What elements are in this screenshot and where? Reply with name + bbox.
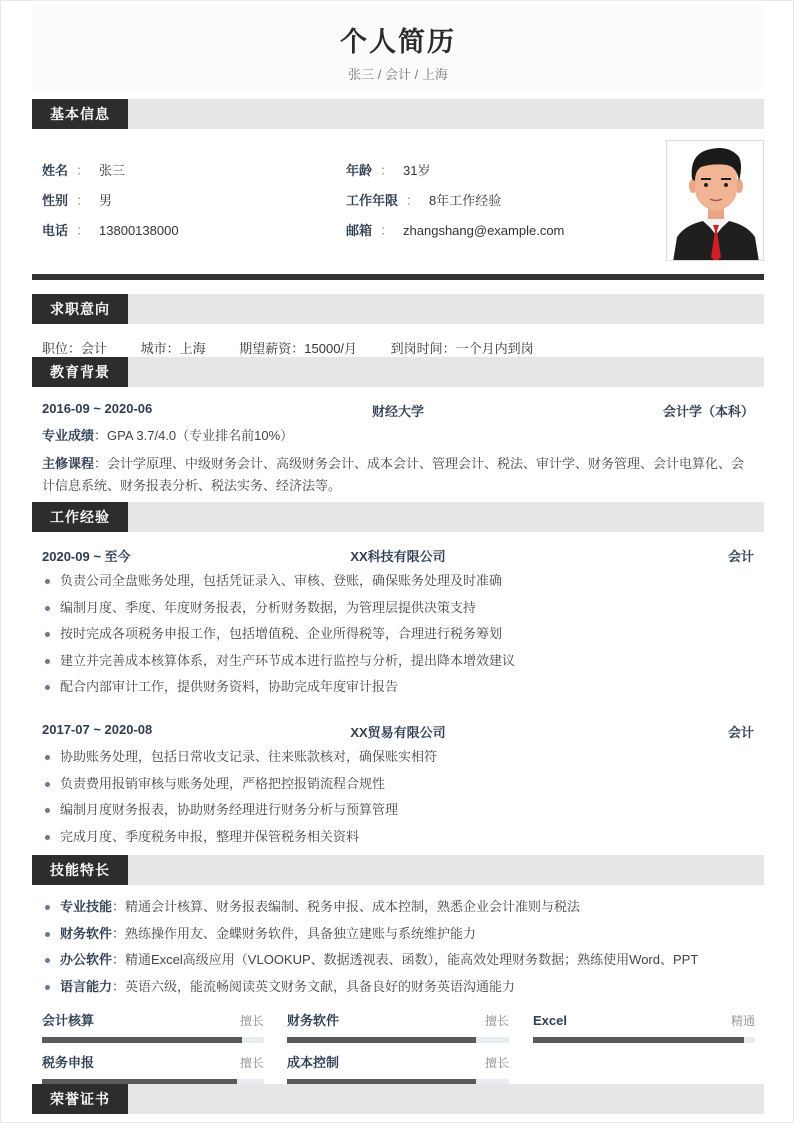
skill-label: 专业技能 <box>60 899 113 914</box>
courses-label: 主修课程 <box>42 456 95 471</box>
list-item <box>42 979 754 1006</box>
skill-label: 语言能力 <box>60 978 113 994</box>
skill-name: 税务申报 <box>42 1055 95 1070</box>
list-item: 协助账务处理，包括日常收支记录、往来账款核对，确保账实相符 <box>42 749 754 776</box>
section-job-intent <box>32 294 764 324</box>
info-colon: ： <box>406 193 420 208</box>
progress-fill <box>287 1037 476 1043</box>
progress-fill <box>533 1037 744 1043</box>
info-value: 13800138000 <box>99 223 179 238</box>
info-key: 电话 <box>42 223 69 238</box>
section-basic-info <box>32 99 764 129</box>
section-skills <box>32 855 764 885</box>
skill-name: 财务软件 <box>287 1013 340 1028</box>
info-value: 8年工作经验 <box>429 193 502 208</box>
education-header <box>42 401 754 420</box>
section-title: 基本信息 <box>32 99 128 129</box>
section-work-experience <box>32 502 764 532</box>
skill-bar-cost-control <box>287 1055 509 1085</box>
section-title: 教育背景 <box>32 357 128 387</box>
job-duties-list <box>42 749 754 855</box>
skill-text: ：精通会计核算、财务报表编制、税务申报、成本控制，熟悉企业会计准则与税法 <box>112 899 581 914</box>
list-item <box>42 952 754 979</box>
skill-label: 财务软件 <box>60 925 113 941</box>
progress-track <box>533 1037 755 1043</box>
education-school: 财经大学 <box>371 404 424 419</box>
section-title: 技能特长 <box>32 855 128 885</box>
info-colon: ： <box>380 223 394 238</box>
resume-header <box>32 4 764 89</box>
skills-list <box>42 899 754 1005</box>
skill-bar-tax-filing <box>42 1055 264 1085</box>
info-phone <box>42 223 179 239</box>
gpa-label: 专业成绩 <box>42 428 95 443</box>
progress-fill <box>42 1037 242 1043</box>
skill-name: 成本控制 <box>287 1055 340 1070</box>
job-period: 2020-09 ~ 至今 <box>42 549 131 564</box>
job-header <box>42 722 754 741</box>
info-key: 性别 <box>42 193 69 208</box>
info-colon: ： <box>76 163 90 178</box>
job-duties-list <box>42 573 754 706</box>
section-honors <box>32 1084 764 1114</box>
gpa-value: ：GPA 3.7/4.0（专业排名前10%） <box>94 428 294 443</box>
list-item <box>42 926 754 953</box>
job-role: 会计 <box>727 725 754 740</box>
info-colon: ： <box>76 193 90 208</box>
education-period: 2016-09 ~ 2020-06 <box>42 401 153 416</box>
skill-text: ：精通Excel高级应用（VLOOKUP、数据透视表、函数），能高效处理财务数据；熟练使用Word、PPT <box>112 952 699 967</box>
skill-level: 擅长 <box>484 1014 509 1028</box>
job-period: 2017-07 ~ 2020-08 <box>42 722 153 737</box>
skill-text: ：熟练操作用友、金蝶财务软件，具备独立建账与系统维护能力 <box>112 925 477 941</box>
page-subtitle: 张三 / 会计 / 上海 <box>348 67 448 82</box>
info-age <box>346 163 431 179</box>
avatar-illustration-icon <box>667 141 764 261</box>
skill-label: 办公软件 <box>60 952 113 967</box>
intent-position: 职位：会计 <box>42 341 108 356</box>
skill-name: Excel <box>533 1013 567 1028</box>
intent-city: 城市：上海 <box>140 341 206 356</box>
section-title: 求职意向 <box>32 294 128 324</box>
list-item: 负责公司全盘账务处理，包括凭证录入、审核、登账，确保账务处理及时准确 <box>42 573 754 600</box>
list-item: 建立并完善成本核算体系，对生产环节成本进行监控与分析，提出降本增效建议 <box>42 653 754 680</box>
section-title: 工作经验 <box>32 502 128 532</box>
job-header <box>42 546 754 565</box>
info-key: 年龄 <box>346 163 373 178</box>
info-gender <box>42 193 112 209</box>
skill-level: 精通 <box>730 1014 755 1028</box>
info-experience-years <box>346 193 501 209</box>
intent-salary: 期望薪资：15000/月 <box>239 341 358 356</box>
info-key: 工作年限 <box>346 193 399 208</box>
education-courses <box>42 453 754 497</box>
job-company: XX贸易有限公司 <box>350 725 446 740</box>
section-title: 荣誉证书 <box>32 1084 128 1114</box>
skill-level: 擅长 <box>484 1056 509 1070</box>
education-major: 会计学（本科） <box>662 404 754 419</box>
profile-photo <box>666 140 764 261</box>
education-gpa <box>42 425 754 447</box>
skill-bar-finance-software <box>287 1013 509 1043</box>
courses-value: ：会计学原理、中级财务会计、高级财务会计、成本会计、管理会计、税法、审计学、财务管理、会计电算化、会计信息系统、财务报表分析、税法实务、经济法等。 <box>42 456 745 493</box>
info-colon: ： <box>76 223 90 238</box>
skill-name: 会计核算 <box>42 1013 95 1028</box>
skill-bar-accounting <box>42 1013 264 1043</box>
progress-track <box>42 1037 264 1043</box>
progress-track <box>287 1037 509 1043</box>
section-education <box>32 357 764 387</box>
skill-bar-excel <box>533 1013 755 1043</box>
list-item: 编制月度财务报表，协助财务经理进行财务分析与预算管理 <box>42 802 754 829</box>
skill-level: 擅长 <box>239 1056 264 1070</box>
list-item: 完成月度、季度税务申报，整理并保管税务相关资料 <box>42 829 754 856</box>
info-email <box>346 223 564 239</box>
job-intent-row <box>42 338 564 357</box>
info-value: 男 <box>99 193 113 208</box>
info-value: 张三 <box>99 163 126 178</box>
list-item: 编制月度、季度、年度财务报表，分析财务数据，为管理层提供决策支持 <box>42 600 754 627</box>
info-name <box>42 163 125 179</box>
list-item: 按时完成各项税务申报工作，包括增值税、企业所得税等，合理进行税务筹划 <box>42 626 754 653</box>
skill-level: 擅长 <box>239 1014 264 1028</box>
page-title: 个人简历 <box>340 27 456 57</box>
divider <box>32 274 764 280</box>
list-item <box>42 899 754 926</box>
info-value: 31岁 <box>403 163 431 178</box>
skill-text: ：英语六级，能流畅阅读英文财务文献，具备良好的财务英语沟通能力 <box>112 978 516 994</box>
info-value: zhangshang@example.com <box>403 223 565 238</box>
list-item: 负责费用报销审核与账务处理，严格把控报销流程合规性 <box>42 776 754 803</box>
intent-start-time: 到岗时间：一个月内到岗 <box>390 341 534 356</box>
info-colon: ： <box>380 163 394 178</box>
job-role: 会计 <box>727 549 754 564</box>
list-item: 配合内部审计工作，提供财务资料，协助完成年度审计报告 <box>42 679 754 706</box>
job-company: XX科技有限公司 <box>350 549 446 564</box>
info-key: 邮箱 <box>346 223 373 238</box>
info-key: 姓名 <box>42 163 69 178</box>
